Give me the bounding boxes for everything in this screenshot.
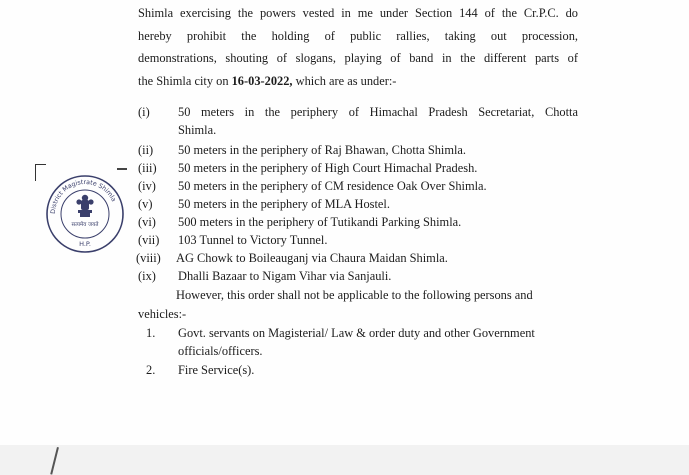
list-item-number: (vi) [138, 215, 156, 229]
list-item-text: 50 meters in the periphery of MLA Hostel. [178, 197, 390, 211]
list-item-number: (viii) [136, 251, 161, 265]
list-item-text-continued: Shimla. [178, 123, 217, 137]
margin-dash [117, 168, 127, 170]
seal-ring-textpath: District Magistrate Shimla [49, 178, 118, 215]
intro-paragraph [138, 2, 578, 92]
exemption-line-2: vehicles:- [138, 306, 187, 321]
page-bottom-strip [0, 445, 689, 475]
exempt-item-number: 2. [146, 363, 156, 377]
list-item-text: Dhalli Bazaar to Nigam Vihar via Sanjauli. [178, 269, 392, 283]
list-item-number: (v) [138, 197, 153, 211]
seal-emblem-caption: सत्यमेव जयते [71, 222, 99, 228]
exemption-line-1: However, this order shall not be applicable to the following persons and [176, 288, 533, 302]
intro-line-2: hereby prohibit the holding of public rallies, taking out procession, [138, 28, 578, 43]
list-item-number: (iii) [138, 161, 157, 175]
list-item-text: 50 meters in the periphery of High Court Himachal Pradesh. [178, 161, 478, 175]
intro-line-3: demonstrations, shouting of slogans, playing of band in the different parts of [138, 51, 578, 66]
list-item-number: (ix) [138, 269, 156, 283]
official-seal-stamp [42, 172, 128, 256]
list-item-number: (vii) [138, 233, 160, 247]
list-item-text: AG Chowk to Boileauganj via Chaura Maidan Shimla. [176, 251, 448, 265]
intro-line-4-post: which are as under:- [292, 73, 397, 88]
intro-line-4 [138, 70, 578, 93]
list-item-text: 50 meters in the periphery of CM residence Oak Over Shimla. [178, 179, 487, 193]
list-item-text: 103 Tunnel to Victory Tunnel. [178, 233, 328, 247]
intro-line-1: Shimla exercising the powers vested in me under Section 144 of the Cr.P.C. do [138, 6, 578, 20]
exempt-item-text: Govt. servants on Magisterial/ Law & order duty and other Government [178, 326, 535, 340]
list-item-text: 50 meters in the periphery of Himachal Pradesh Secretariat, Chotta [178, 105, 578, 119]
list-item-number: (ii) [138, 143, 154, 157]
list-item-number: (iv) [138, 179, 156, 193]
seal-bottom-text: H.P. [79, 240, 91, 248]
emblem-icon [76, 195, 93, 217]
exempt-item-number: 1. [146, 326, 156, 340]
intro-line-4-pre: the Shimla city on [138, 73, 232, 88]
list-item-number: (i) [138, 105, 150, 119]
exempt-item-text-continued: officials/officers. [178, 344, 263, 358]
exemption-paragraph [138, 284, 578, 325]
order-date: 16-03-2022, [231, 73, 293, 88]
list-item-text: 500 meters in the periphery of Tutikandi Parking Shimla. [178, 215, 462, 229]
list-item-text: 50 meters in the periphery of Raj Bhawan, Chotta Shimla. [178, 143, 467, 157]
exempt-item-text: Fire Service(s). [178, 363, 255, 377]
